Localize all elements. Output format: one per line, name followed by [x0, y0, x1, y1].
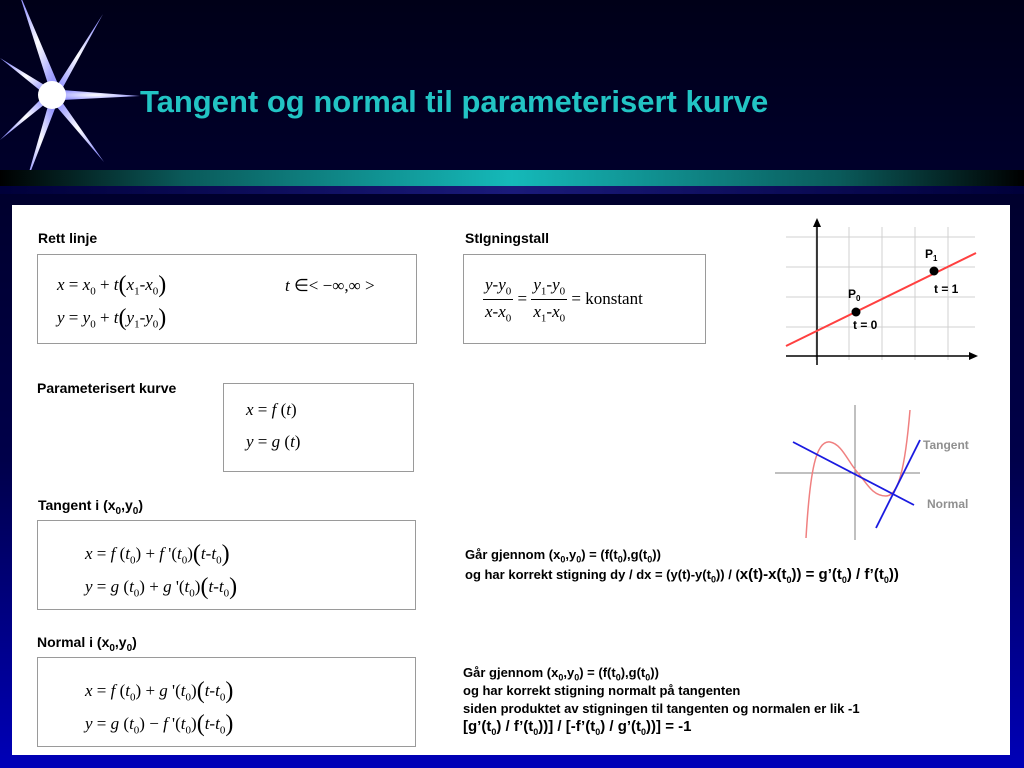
t1-label: t = 1 — [934, 282, 959, 296]
parameterisert-eq-y: y = g (t) — [246, 432, 301, 451]
normal-desc-line4: [$g’(t_0)$ / $f’(t_0)$)] / [$-f’(t_0)$ / $g’(t_0))] = -1$ — [463, 718, 692, 737]
p0-label: $P_0$ — [848, 287, 861, 303]
rett-linje-heading: Rett linje — [38, 230, 98, 246]
parameterisert-eq-x: x = f (t) — [246, 400, 297, 419]
tangent-line — [876, 440, 920, 528]
tangent-eq-x: x = f $(t_0) + f$ '$(t_0)(t-t_0)$ — [85, 541, 230, 567]
stigningstall-eq: $\frac{y-y_0}{x-x_0}$ = $\frac{y_1-y_0}{x_1-x_0}$ = konstant — [485, 275, 643, 325]
x-axis-arrow-icon — [969, 352, 978, 360]
tangent-eq-y: y = g $(t_0) + g$ '$(t_0)(t-t_0)$ — [85, 574, 238, 600]
title-divider-shadow — [0, 186, 1024, 194]
straight-line-graph — [780, 215, 980, 365]
tangent-desc-line2: og har korrekt stigning dy / dx = $(y(t)-y(t_0)) / (x(t)-x(t_0))$ = $g’(t_0)$ / $f’(t_0)$) — [465, 566, 899, 585]
p1-label: $P_1$ — [925, 247, 938, 263]
stigningstall-heading: StIgningstall — [465, 230, 549, 246]
y-axis-arrow-icon — [813, 218, 821, 227]
tangent-label: Tangent — [923, 438, 969, 452]
page-title: Tangent og normal til parameterisert kurve — [140, 84, 769, 119]
normal-eq-y: y = g $(t_0) - f$ '$(t_0)(t-t_0)$ — [85, 711, 234, 737]
title-divider — [0, 170, 1024, 186]
normal-eq-x: x = f $(t_0) + g$ '$(t_0)(t-t_0)$ — [85, 678, 234, 704]
parameterisert-box — [223, 383, 414, 472]
star-icon — [0, 0, 150, 190]
rett-linje-eq-x: $x = x_0 + t(x_1-x_0)$ — [57, 272, 167, 298]
normal-desc-line2: og har korrekt stigning normalt på tangenten — [463, 683, 741, 698]
curve-graph — [770, 400, 985, 545]
t0-label: t = 0 — [853, 318, 878, 332]
tangent-heading: Tangent i $(x_0,y_0)$ — [38, 497, 144, 517]
normal-desc-line3: siden produktet av stigningen til tangenten og normalen er lik -1 — [463, 701, 860, 716]
point-p0 — [852, 308, 861, 317]
point-p1 — [930, 267, 939, 276]
parameter-range: t ∈< −∞,∞ > — [285, 276, 375, 295]
rett-linje-eq-y: $y = y_0 + t(y_1-y_0)$ — [57, 305, 167, 331]
parametric-curve — [806, 410, 910, 538]
normal-label: Normal — [927, 497, 969, 511]
parameterisert-heading: Parameterisert kurve — [37, 380, 177, 396]
normal-heading: Normal i $(x_0,y_0)$ — [37, 634, 137, 654]
tangent-desc-line1: Går gjennom $(x_0,y_0) = (f(t_0),g(t_0))$ — [465, 547, 661, 565]
normal-desc-line1: Går gjennom $(x_0,y_0) = (f(t_0),g(t_0))$ — [463, 665, 659, 683]
